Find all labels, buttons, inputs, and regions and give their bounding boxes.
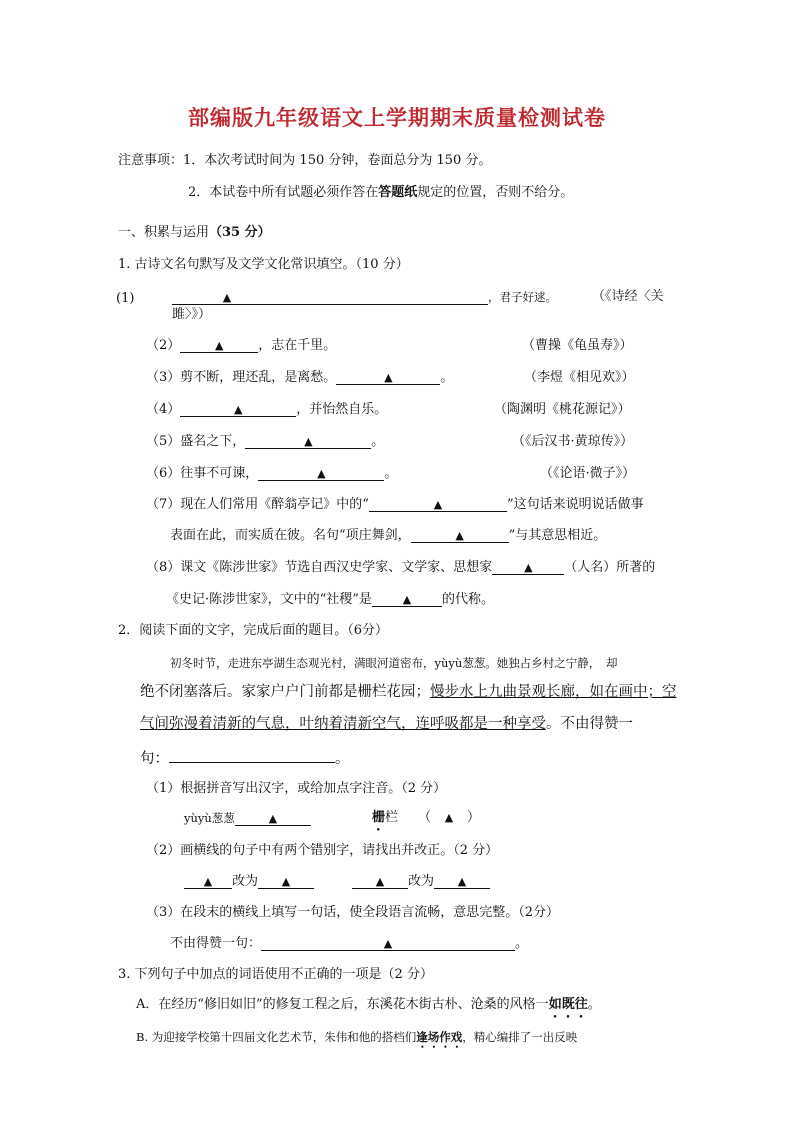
q2-sub-2-blank-2[interactable] bbox=[258, 873, 314, 889]
q1-item-7-num: （7） bbox=[146, 497, 181, 512]
q3-option-b bbox=[136, 1028, 577, 1051]
notes-item-1: 1．本次考试时间为 150 分钟，卷面总分为 150 分。 bbox=[183, 153, 492, 168]
q1-item-8-blank-2[interactable] bbox=[372, 591, 442, 607]
q1-item-8-d: 的代称。 bbox=[441, 592, 494, 607]
paren-open: （ bbox=[418, 810, 432, 825]
q2-passage-4a: 句： bbox=[140, 751, 169, 767]
answer-marker: ▲ bbox=[383, 937, 393, 950]
answer-marker: ▲ bbox=[281, 875, 291, 888]
q2-sub-3: （3）在段末的横线上填写一句话，使全段语言流畅，意思完整。（2分） bbox=[146, 905, 560, 920]
q1-item-8-line-1 bbox=[146, 559, 655, 577]
q1-item-7-line-1 bbox=[146, 496, 644, 514]
q1-item-6-num: （6） bbox=[146, 466, 181, 481]
q3-option-a bbox=[136, 996, 601, 1021]
notes-line-1 bbox=[118, 152, 491, 170]
q1-item-7-b: ”这句话来说明说话做事 bbox=[506, 497, 644, 512]
q3-option-a-dotted: 如既往 bbox=[548, 997, 588, 1012]
q2-underlined-sentence-2: 气间弥漫着清新的气息，叶纳着清新空气，连呼吸都是一种享受 bbox=[140, 716, 546, 732]
answer-marker: ▲ bbox=[215, 339, 224, 352]
q2-sub-2-blank-4[interactable] bbox=[434, 873, 490, 889]
answer-marker: ▲ bbox=[524, 561, 533, 574]
q1-item-8-blank-1[interactable] bbox=[492, 559, 564, 575]
answer-marker: ▲ bbox=[304, 435, 313, 448]
q1-item-7-d: ”与其意思相近。 bbox=[508, 528, 607, 543]
q1-item-7-blank-2[interactable] bbox=[411, 527, 509, 543]
answer-marker: ▲ bbox=[384, 371, 393, 384]
q2-passage-line-2 bbox=[140, 683, 677, 701]
q2-sub-1-word bbox=[372, 809, 398, 834]
q1-item-1-blank[interactable] bbox=[172, 289, 488, 305]
q2-sub-1: （1）根据拼音写出汉字，或给加点字注音。（2 分） bbox=[146, 781, 447, 796]
q2-underlined-sentence-1: 慢步水上九曲景观长廊，如在画中；空 bbox=[430, 684, 677, 700]
q1-item-3-blank[interactable] bbox=[336, 369, 440, 385]
q1-item-1-num: (1) bbox=[116, 291, 135, 306]
q2-passage-line-3 bbox=[140, 715, 633, 733]
answer-marker: ▲ bbox=[433, 498, 443, 511]
notes-item-2a: 2．本试卷中所有试题必须作答在 bbox=[188, 185, 379, 200]
answer-marker: ▲ bbox=[375, 875, 385, 888]
answer-marker: ▲ bbox=[222, 291, 232, 304]
q1-item-4-after: ，并怡然自乐。 bbox=[296, 402, 388, 417]
q2-sub-1-dotted-char: 栅 bbox=[372, 810, 386, 825]
q1-item-8-num: （8） bbox=[146, 560, 181, 575]
q2-passage-4b: 。 bbox=[335, 751, 350, 767]
q2-sub-3-answer bbox=[170, 935, 528, 953]
section-1-score: （35 分） bbox=[209, 225, 271, 240]
answer-marker: ▲ bbox=[455, 529, 464, 542]
q1-item-2-num: （2） bbox=[146, 338, 181, 353]
q1-item-6-source: （《论语·微子》） bbox=[540, 466, 636, 481]
q1-item-3-num: （3） bbox=[146, 370, 181, 385]
q1-item-6 bbox=[146, 465, 397, 483]
q2-sub-2-answers bbox=[184, 873, 314, 891]
q2-sub-3-prefix: 不由得赞一句： bbox=[170, 936, 262, 951]
q2-sub-2-blank-3[interactable] bbox=[352, 873, 408, 889]
q2-passage-line-4 bbox=[140, 747, 350, 768]
page-title: 部编版九年级语文上学期期末质量检测试卷 bbox=[188, 106, 606, 130]
answer-marker: ▲ bbox=[444, 811, 454, 824]
q1-item-8-line-2 bbox=[166, 591, 494, 609]
q2-passage-blank[interactable] bbox=[169, 747, 335, 763]
section-1-label: 一、积累与运用 bbox=[118, 225, 210, 240]
q1-item-4-source: （陶渊明《桃花源记》） bbox=[494, 402, 631, 417]
notes-label: 注意事项： bbox=[118, 153, 184, 168]
q2-sub-1-pinyin: yùyù葱葱 bbox=[184, 811, 235, 825]
q1-item-6-after: 。 bbox=[384, 466, 398, 481]
paren-close: ） bbox=[467, 810, 481, 825]
q1-item-7-line-2 bbox=[170, 527, 606, 545]
q1-item-1-source-a: （《诗经〈关 bbox=[592, 289, 664, 304]
q1-item-5-after: 。 bbox=[371, 434, 385, 449]
q1-item-4-blank[interactable] bbox=[180, 401, 296, 417]
q1-item-3-after: 。 bbox=[440, 370, 454, 385]
answer-marker: ▲ bbox=[234, 403, 243, 416]
q1-item-3 bbox=[146, 369, 453, 387]
answer-marker: ▲ bbox=[203, 875, 213, 888]
answer-marker: ▲ bbox=[402, 593, 412, 606]
q2-sub-3-end: 。 bbox=[515, 936, 529, 951]
q2-passage-2a: 绝不闭塞落后。家家户户门前都是栅栏花园； bbox=[140, 684, 430, 700]
q1-item-4-num: （4） bbox=[146, 402, 181, 417]
q1-item-7-blank-1[interactable] bbox=[369, 496, 507, 512]
q1-item-5-blank[interactable] bbox=[245, 433, 371, 449]
q1-item-1 bbox=[172, 288, 557, 307]
section-1-heading bbox=[118, 224, 271, 242]
q1-item-2-blank[interactable] bbox=[180, 337, 258, 353]
q2-passage-line-1: 初冬时节，走进东亭湖生态观光村，满眼河道密布，yùyù葱葱。她独占乡村之宁静， 却 bbox=[170, 656, 618, 670]
q1-item-1-after: ，君子好逑。 bbox=[488, 290, 557, 304]
q1-item-5-before: 盛名之下， bbox=[180, 434, 246, 449]
q2-sub-2-answers-b bbox=[352, 873, 490, 891]
q2-sub-2-change-2: 改为 bbox=[408, 874, 435, 889]
q1-item-5 bbox=[146, 433, 384, 451]
q2-stem: 2．阅读下面的文字，完成后面的题目。（6分） bbox=[118, 623, 389, 638]
q1-item-5-source: （《后汉书·黄琼传》） bbox=[512, 434, 634, 449]
q1-item-5-num: （5） bbox=[146, 434, 181, 449]
q3-option-a-text: A．在经历“修旧如旧”的修复工程之后，东溪花木街古朴、沧桑的风格一 bbox=[136, 997, 549, 1012]
q1-item-3-before: 剪不断，理还乱，是离愁。 bbox=[180, 370, 337, 385]
q1-item-2-after: ，志在千里。 bbox=[258, 338, 337, 353]
q1-item-2-source: （曹操《龟虽寿》） bbox=[522, 338, 633, 353]
notes-item-2c: 规定的位置，否则不给分。 bbox=[417, 185, 574, 200]
q1-item-8-a: 课文《陈涉世家》节选自西汉史学家、文学家、思想家 bbox=[180, 560, 493, 575]
q2-passage-3-end: 。不由得赞一 bbox=[546, 716, 633, 732]
answer-marker: ▲ bbox=[457, 875, 467, 888]
q1-item-7-a: 现在人们常用《醉翁亭记》中的“ bbox=[180, 497, 369, 512]
q1-item-4 bbox=[146, 401, 387, 419]
q3-option-b-text: B. 为迎接学校第十四届文化艺术节，朱伟和他的搭档们 bbox=[136, 1030, 417, 1044]
q1-item-6-blank[interactable] bbox=[258, 465, 384, 481]
q2-sub-1-paren[interactable] bbox=[418, 809, 480, 827]
q3-option-b-dotted: 逢场作戏 bbox=[416, 1030, 463, 1044]
q3-stem: 3. 下列句子中加点的词语使用不正确的一项是（2 分） bbox=[118, 967, 433, 982]
q2-sub-2-change-1: 改为 bbox=[232, 874, 259, 889]
q1-item-6-before: 往事不可谏， bbox=[180, 466, 259, 481]
q2-sub-2: （2）画横线的句子中有两个错别字，请找出并改正。（2 分） bbox=[146, 843, 499, 858]
answer-marker: ▲ bbox=[317, 467, 326, 480]
q3-option-b-end: ，精心编排了一出反映 bbox=[462, 1030, 578, 1044]
q1-item-7-c: 表面在此，而实质在彼。名句“项庄舞剑， bbox=[170, 528, 411, 543]
q1-item-8-c: 《史记·陈涉世家》，文中的“社稷”是 bbox=[166, 592, 372, 607]
q1-stem: 1. 古诗文名句默写及文学文化常识填空。（10 分） bbox=[118, 257, 409, 272]
q2-sub-3-blank[interactable] bbox=[261, 935, 515, 951]
q2-sub-1-blank-1[interactable] bbox=[235, 810, 311, 826]
q2-sub-1-answers bbox=[184, 809, 311, 828]
q1-item-1-source-b: 雎〉》） bbox=[172, 307, 212, 322]
q3-option-a-end: 。 bbox=[587, 997, 601, 1012]
q1-item-2 bbox=[146, 337, 336, 355]
q1-item-8-b: （人名）所著的 bbox=[564, 560, 656, 575]
notes-line-2 bbox=[188, 184, 573, 202]
q1-item-3-source: （李煜《相见欢》） bbox=[524, 370, 635, 385]
answer-marker: ▲ bbox=[268, 812, 278, 825]
notes-item-2b: 答题纸 bbox=[378, 185, 418, 200]
q2-sub-2-blank-1[interactable] bbox=[184, 873, 232, 889]
q2-sub-1-char: 栏 bbox=[385, 810, 399, 825]
